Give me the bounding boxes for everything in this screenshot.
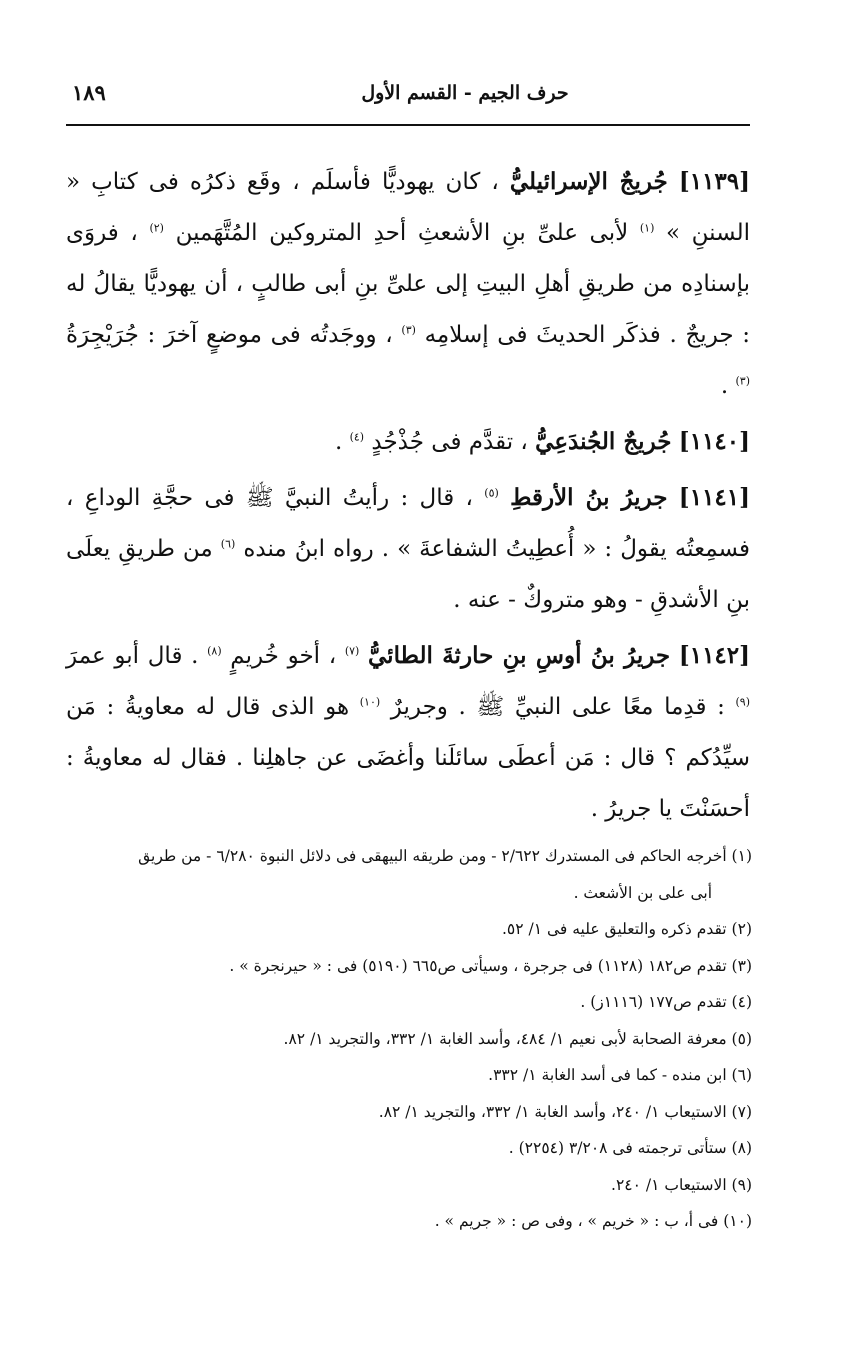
entry-text: لأبى علىِّ بنِ الأشعثِ أحدِ المتروكين المُتَّهَمين	[175, 220, 629, 246]
footnote: (٩) الاستيعاب ١/ ٢٤٠.	[611, 1175, 752, 1194]
entry-name: جُريجٌ الإسرائيليُّ	[509, 168, 668, 195]
entry-1140	[66, 416, 750, 468]
entry-1142	[66, 630, 750, 835]
entry-1139	[66, 156, 750, 412]
footnote-ref[interactable]: (٣)	[735, 374, 750, 388]
footnote: (٢) تقدم ذكره والتعليق عليه فى ١/ ٥٢.	[501, 920, 752, 938]
entry-number: [١١٤١]	[678, 484, 750, 511]
entry-text: ، ووجَدتُه فى موضعٍ آخرَ : جُرَيْجِرَةُ	[66, 322, 393, 348]
footnote: (٧) الاستيعاب ١/ ٢٤٠، وأسد الغابة ١/ ٣٣٢، والتجريد ١/ ٨٢.	[378, 1102, 752, 1121]
footnote-ref[interactable]: (٥)	[484, 486, 499, 500]
footnote-ref[interactable]: (٢)	[149, 221, 164, 235]
footnote: (٤) تقدم ص١٧٧ (١١١٦ز) .	[580, 993, 752, 1011]
entry-name: جريرُ بنُ الأرقطِ	[510, 484, 668, 511]
footnote: أبى على بن الأشعث .	[573, 883, 712, 902]
entry-text: ، قال : رأيتُ النبيَّ ﷺ فى حجَّةِ الوداعِ ، فسمِعتُه يقولُ : « أُعطِيتُ الشفاعةَ » . رواه ابنُ منده	[66, 485, 751, 562]
running-title: حرف الجيم - القسم الأول	[361, 82, 569, 104]
entry-text: ، أخو خُريمٍ	[230, 643, 337, 669]
footnote-ref[interactable]: (١)	[639, 221, 655, 235]
footnote-ref[interactable]: (٤)	[349, 430, 365, 444]
footnote-ref[interactable]: (٧)	[344, 644, 360, 658]
entry-text: ، تقدَّم فى جُذْجُدٍ	[371, 429, 528, 455]
entry-number: [١١٤٢]	[678, 642, 751, 669]
entry-text: . قال أبو عمرَ	[66, 643, 199, 669]
entry-text: هو الذى قال له معاويةُ : مَن سيِّدُكم ؟ قال : مَن أعطَى سائلَنا وأغضَى عن جاهلِنا . فقال له معاويةُ : أحسَنْتَ يا جريرُ .	[66, 694, 750, 822]
footnote: (٦) ابن منده - كما فى أسد الغابة ١/ ٣٣٢.	[488, 1066, 752, 1084]
entry-text: .	[720, 373, 729, 399]
footnote: (١) أخرجه الحاكم فى المستدرك ٢/٦٢٢ - ومن طريقه البيهقى فى دلائل النبوة ٦/٢٨٠ - من طريق	[138, 847, 752, 865]
footnote-ref[interactable]: (٣)	[401, 323, 416, 337]
entry-name: جُريجٌ الجُندَعِيُّ	[535, 428, 672, 455]
footnote: (١٠) فى أ، ب : « خريم » ، وفى ص : « جريم » .	[434, 1212, 752, 1230]
entry-number: [١١٣٩]	[678, 168, 751, 195]
entry-text: من طريقِ يعلَى بنِ الأشدقِ - وهو متروكٌ - عنه .	[66, 536, 750, 613]
main-text	[66, 152, 750, 835]
entry-text: ، كان يهوديًّا فأسلَم ، وقَع ذكرُه فى كتابِ « السننِ »	[66, 169, 751, 246]
footnotes	[56, 838, 752, 1240]
entry-text: ، فروَى بإسنادِه من طريقِ أهلِ البيتِ إلى علىِّ بنِ أبى طالبٍ ، أن يهوديًّا يقالُ له : جريجٌ . فذكَر الحديثَ فى إسلامِه	[66, 220, 751, 348]
entry-text: : قدِما معًا على النبيِّ ﷺ . وجريرٌ	[390, 694, 725, 720]
entry-name: جريرُ بنُ أوسِ بنِ حارثةَ الطائيُّ	[368, 642, 671, 669]
entry-number: [١١٤٠]	[678, 428, 750, 455]
header-rule	[66, 124, 750, 126]
page-header	[70, 78, 750, 118]
footnote-ref[interactable]: (٨)	[207, 644, 222, 658]
footnote-ref[interactable]: (٩)	[735, 695, 750, 709]
footnote: (٥) معرفة الصحابة لأبى نعيم ١/ ٤٨٤، وأسد الغابة ١/ ٣٣٢، والتجريد ١/ ٨٢.	[283, 1029, 752, 1048]
entry-text: .	[334, 429, 343, 455]
footnote: (٨) ستأتى ترجمته فى ٣/٢٠٨ (٢٢٥٤) .	[508, 1139, 752, 1157]
footnote-ref[interactable]: (١٠)	[359, 695, 381, 709]
footnote-ref[interactable]: (٦)	[220, 537, 236, 551]
page-number: ١٨٩	[72, 80, 106, 105]
footnote: (٣) تقدم ص١٨٢ (١١٢٨) فى جرجرة ، وسيأتى ص٦٦٥ (٥١٩٠) فى : « حيرنجرة » .	[229, 956, 752, 975]
entry-1141	[66, 472, 750, 626]
